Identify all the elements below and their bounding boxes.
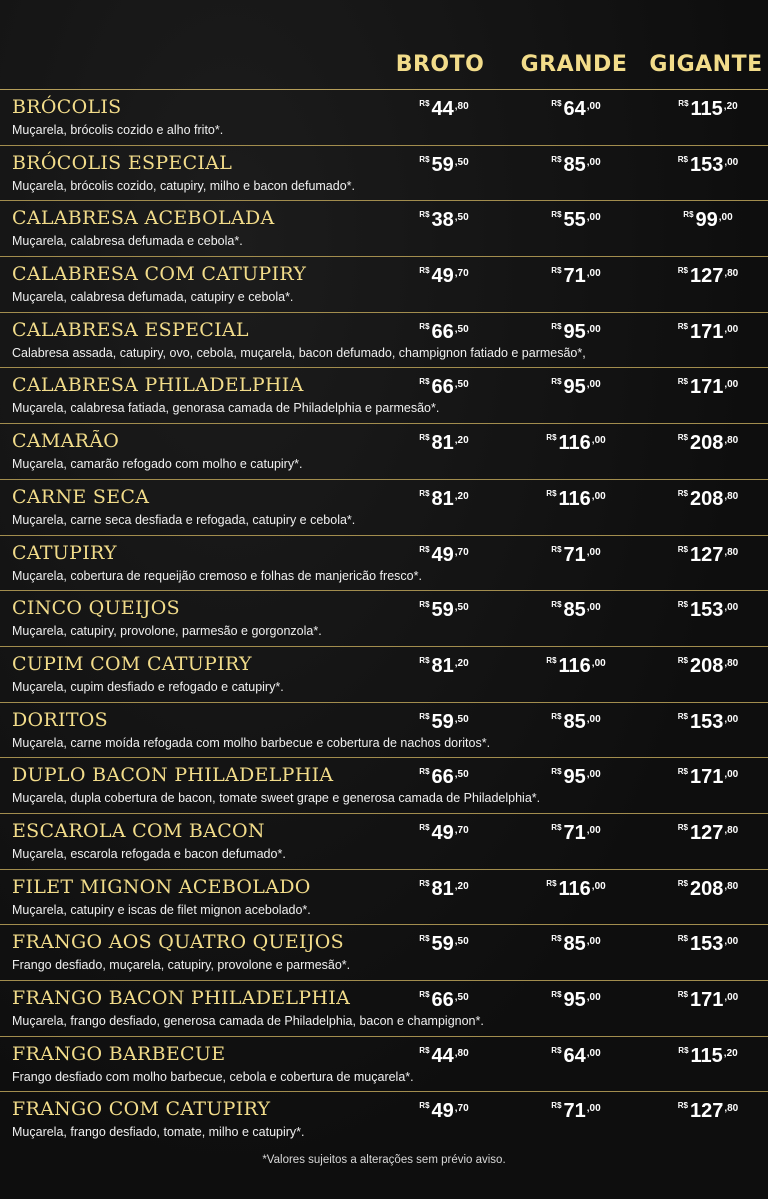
- price-broto: [384, 376, 504, 399]
- price-cents: ,20: [454, 880, 469, 892]
- currency-symbol: R$: [419, 655, 430, 665]
- currency-symbol: R$: [677, 655, 688, 665]
- price-cents: ,00: [586, 212, 601, 224]
- price-cents: ,00: [724, 992, 739, 1003]
- price-cents: ,00: [586, 156, 601, 168]
- currency-symbol: R$: [551, 1045, 562, 1055]
- currency-symbol: R$: [677, 767, 688, 777]
- price-cents: ,50: [454, 212, 469, 224]
- menu-item: [0, 256, 768, 312]
- price-grande: [516, 878, 636, 901]
- price-integer: 127: [689, 543, 724, 566]
- item-name: DORITOS: [12, 708, 108, 731]
- price-integer: 171: [689, 376, 724, 399]
- currency-symbol: R$: [551, 711, 562, 721]
- price-integer: 49: [431, 265, 454, 288]
- price-broto: [384, 209, 504, 232]
- price-integer: 55: [563, 209, 586, 232]
- price-integer: 81: [431, 654, 454, 677]
- price-integer: 115: [690, 1044, 723, 1067]
- price-broto: [384, 933, 504, 956]
- price-broto: [384, 711, 504, 734]
- price-integer: 127: [689, 1100, 724, 1123]
- item-description: Frango desfiado, muçarela, catupiry, provolone e parmesão*.: [12, 958, 351, 973]
- item-name: CAMARÃO: [12, 430, 120, 453]
- price-integer: 59: [431, 599, 454, 622]
- currency-symbol: R$: [677, 544, 688, 554]
- menu-item: [0, 535, 768, 591]
- price-cents: ,20: [454, 435, 469, 447]
- currency-symbol: R$: [419, 488, 430, 498]
- price-cents: ,00: [591, 490, 606, 502]
- price-broto: [384, 878, 504, 901]
- price-cents: ,00: [586, 268, 601, 280]
- currency-symbol: R$: [677, 934, 688, 944]
- price-cents: ,80: [724, 880, 739, 892]
- price-grande: [516, 766, 636, 789]
- price-broto: [384, 154, 504, 177]
- menu-item: [0, 702, 768, 758]
- price-integer: 208: [689, 877, 724, 900]
- price-integer: 116: [558, 487, 591, 510]
- item-name: CINCO QUEIJOS: [12, 597, 180, 620]
- price-broto: [384, 1045, 504, 1068]
- price-cents: ,70: [454, 546, 469, 558]
- price-cents: ,50: [454, 713, 469, 725]
- currency-symbol: R$: [546, 488, 557, 498]
- price-integer: 115: [690, 98, 723, 120]
- price-gigante: [648, 711, 768, 734]
- item-description: Muçarela, carne moída refogada com molho barbecue e cobertura de nachos doritos*.: [12, 735, 491, 750]
- item-name: CATUPIRY: [12, 541, 117, 564]
- price-grande: [516, 432, 636, 455]
- price-integer: 95: [563, 766, 586, 789]
- price-integer: 85: [563, 153, 586, 176]
- menu-item: [0, 590, 768, 646]
- price-gigante: [648, 655, 768, 678]
- price-grande: [516, 1045, 636, 1068]
- price-integer: 153: [689, 599, 724, 622]
- price-cents: ,00: [586, 936, 601, 948]
- currency-symbol: R$: [419, 544, 430, 554]
- price-cents: ,80: [724, 1103, 739, 1115]
- price-cents: ,00: [586, 1103, 601, 1115]
- item-description: Muçarela, calabresa defumada, catupiry e cebola*.: [12, 290, 294, 305]
- price-gigante: [648, 98, 768, 121]
- currency-symbol: R$: [551, 822, 562, 832]
- menu-item: [0, 89, 768, 145]
- price-integer: 116: [558, 877, 591, 900]
- price-broto: [384, 544, 504, 567]
- price-cents: ,50: [454, 769, 469, 781]
- menu-item: [0, 200, 768, 256]
- item-name: CALABRESA PHILADELPHIA: [12, 374, 304, 397]
- price-integer: 49: [431, 543, 454, 566]
- menu-item: [0, 367, 768, 423]
- price-integer: 71: [563, 1100, 586, 1123]
- price-gigante: [648, 878, 768, 901]
- price-cents: ,00: [724, 602, 739, 614]
- currency-symbol: R$: [419, 1045, 430, 1055]
- currency-symbol: R$: [677, 266, 688, 276]
- price-cents: ,20: [723, 101, 738, 112]
- item-description: Muçarela, frango desfiado, generosa camada de Philadelphia, bacon e champignon*.: [12, 1014, 484, 1028]
- price-cents: ,00: [586, 1047, 601, 1059]
- price-gigante: [648, 321, 768, 344]
- price-integer: 85: [563, 710, 586, 733]
- price-integer: 71: [563, 821, 586, 844]
- currency-symbol: R$: [419, 878, 430, 888]
- item-description: Muçarela, cobertura de requeijão cremoso e folhas de manjericão fresco*.: [12, 568, 422, 583]
- price-cents: ,00: [591, 435, 606, 447]
- currency-symbol: R$: [546, 655, 557, 665]
- currency-symbol: R$: [677, 488, 688, 498]
- price-cents: ,20: [454, 657, 469, 669]
- price-gigante: [648, 989, 768, 1012]
- price-integer: 85: [563, 599, 586, 622]
- price-gigante: [648, 933, 768, 956]
- price-grande: [516, 321, 636, 344]
- price-integer: 64: [563, 1044, 586, 1067]
- price-gigante: [648, 376, 768, 399]
- currency-symbol: R$: [683, 210, 694, 220]
- price-cents: ,80: [724, 490, 739, 502]
- price-cents: ,50: [454, 992, 469, 1003]
- currency-symbol: R$: [551, 210, 562, 220]
- price-integer: 59: [431, 710, 454, 733]
- price-integer: 127: [689, 821, 724, 844]
- price-grande: [516, 599, 636, 622]
- price-integer: 49: [431, 1100, 454, 1123]
- menu-item: [0, 479, 768, 535]
- price-cents: ,00: [724, 379, 739, 391]
- price-integer: 95: [563, 320, 586, 343]
- item-description: Muçarela, calabresa defumada e cebola*.: [12, 234, 243, 249]
- price-cents: ,00: [724, 936, 739, 948]
- item-name: CALABRESA COM CATUPIRY: [12, 263, 307, 286]
- price-broto: [384, 655, 504, 678]
- currency-symbol: R$: [678, 1045, 689, 1055]
- currency-symbol: R$: [551, 377, 562, 387]
- price-integer: 127: [689, 265, 724, 288]
- price-grande: [516, 154, 636, 177]
- currency-symbol: R$: [551, 321, 562, 331]
- item-name: CARNE SECA: [12, 485, 150, 508]
- currency-symbol: R$: [419, 433, 430, 443]
- price-gigante: [648, 209, 768, 232]
- price-broto: [384, 432, 504, 455]
- price-grande: [516, 822, 636, 845]
- price-gigante: [648, 544, 768, 567]
- menu-item: [0, 1091, 768, 1147]
- price-integer: 153: [689, 710, 724, 733]
- currency-symbol: R$: [677, 154, 688, 164]
- currency-symbol: R$: [419, 266, 430, 276]
- currency-symbol: R$: [419, 210, 430, 220]
- currency-symbol: R$: [551, 544, 562, 554]
- currency-symbol: R$: [419, 1101, 430, 1111]
- price-integer: 81: [431, 877, 454, 900]
- price-gigante: [648, 766, 768, 789]
- price-cents: ,80: [724, 824, 739, 836]
- currency-symbol: R$: [419, 99, 430, 108]
- price-broto: [384, 766, 504, 789]
- price-cents: ,00: [591, 657, 606, 669]
- item-name: FRANGO COM CATUPIRY: [12, 1098, 271, 1121]
- currency-symbol: R$: [677, 711, 688, 721]
- price-gigante: [648, 1045, 768, 1068]
- item-description: Muçarela, catupiry e iscas de filet mignon acebolado*.: [12, 902, 311, 917]
- price-broto: [384, 321, 504, 344]
- item-description: Muçarela, frango desfiado, tomate, milho e catupiry*.: [12, 1125, 305, 1140]
- currency-symbol: R$: [551, 1101, 562, 1111]
- price-integer: 95: [563, 989, 586, 1011]
- item-name: FRANGO BARBECUE: [12, 1042, 226, 1065]
- price-integer: 171: [689, 320, 724, 343]
- price-gigante: [648, 265, 768, 288]
- currency-symbol: R$: [546, 433, 557, 443]
- price-cents: ,20: [723, 1047, 738, 1059]
- price-broto: [384, 1100, 504, 1123]
- item-name: FILET MIGNON ACEBOLADO: [12, 875, 311, 898]
- menu-item: [0, 312, 768, 368]
- currency-symbol: R$: [678, 99, 689, 108]
- footer-note: *Valores sujeitos a alterações sem prévio aviso.: [262, 1154, 506, 1166]
- price-cents: ,20: [454, 490, 469, 502]
- price-integer: 81: [431, 432, 454, 455]
- price-integer: 71: [563, 543, 586, 566]
- currency-symbol: R$: [419, 934, 430, 944]
- currency-symbol: R$: [419, 377, 430, 387]
- currency-symbol: R$: [419, 990, 430, 999]
- menu-item: [0, 980, 768, 1036]
- price-cents: ,50: [454, 379, 469, 391]
- price-cents: ,00: [591, 880, 606, 892]
- price-broto: [384, 599, 504, 622]
- price-cents: ,00: [586, 379, 601, 391]
- price-cents: ,00: [724, 323, 739, 335]
- price-integer: 44: [431, 98, 454, 120]
- price-grande: [516, 544, 636, 567]
- currency-symbol: R$: [551, 600, 562, 610]
- price-cents: ,00: [724, 769, 739, 781]
- item-name: BRÓCOLIS ESPECIAL: [12, 151, 233, 174]
- price-cents: ,50: [454, 323, 469, 335]
- price-integer: 116: [558, 654, 591, 677]
- price-grande: [516, 265, 636, 288]
- item-description: Muçarela, dupla cobertura de bacon, tomate sweet grape e generosa camada de Philadelphia*.: [12, 791, 541, 806]
- price-cents: ,80: [454, 101, 469, 112]
- price-integer: 99: [695, 209, 718, 232]
- price-gigante: [648, 822, 768, 845]
- menu-item: [0, 869, 768, 925]
- currency-symbol: R$: [419, 154, 430, 164]
- currency-symbol: R$: [419, 321, 430, 331]
- price-integer: 44: [431, 1044, 454, 1067]
- price-cents: ,80: [454, 1047, 469, 1059]
- currency-symbol: R$: [677, 822, 688, 832]
- price-integer: 85: [563, 933, 586, 956]
- price-cents: ,50: [454, 156, 469, 168]
- price-gigante: [648, 488, 768, 511]
- price-gigante: [648, 1100, 768, 1123]
- price-cents: ,00: [586, 546, 601, 558]
- price-integer: 153: [689, 933, 724, 956]
- price-grande: [516, 989, 636, 1012]
- price-cents: ,00: [586, 824, 601, 836]
- price-integer: 81: [431, 487, 454, 510]
- currency-symbol: R$: [677, 377, 688, 387]
- currency-symbol: R$: [551, 934, 562, 944]
- price-broto: [384, 265, 504, 288]
- price-broto: [384, 822, 504, 845]
- menu-item: [0, 145, 768, 201]
- menu-item: [0, 757, 768, 813]
- price-integer: 66: [431, 989, 454, 1011]
- menu-item: [0, 813, 768, 869]
- price-cents: ,70: [454, 824, 469, 836]
- item-name: FRANGO AOS QUATRO QUEIJOS: [12, 931, 344, 954]
- price-integer: 171: [689, 766, 724, 789]
- item-description: Muçarela, escarola refogada e bacon defumado*.: [12, 846, 286, 861]
- menu-item: [0, 924, 768, 980]
- price-cents: ,70: [454, 1103, 469, 1115]
- price-integer: 59: [431, 153, 454, 176]
- currency-symbol: R$: [419, 600, 430, 610]
- column-broto: BROTO: [395, 52, 485, 77]
- price-integer: 66: [431, 320, 454, 343]
- price-cents: ,50: [454, 936, 469, 948]
- column-grande: GRANDE: [520, 52, 628, 77]
- price-gigante: [648, 432, 768, 455]
- price-integer: 208: [689, 654, 724, 677]
- price-broto: [384, 989, 504, 1012]
- currency-symbol: R$: [419, 822, 430, 832]
- price-grande: [516, 209, 636, 232]
- currency-symbol: R$: [419, 711, 430, 721]
- price-integer: 66: [431, 376, 454, 399]
- price-cents: ,00: [586, 101, 601, 112]
- price-broto: [384, 98, 504, 121]
- item-description: Muçarela, catupiry, provolone, parmesão e gorgonzola*.: [12, 624, 322, 639]
- price-integer: 38: [431, 209, 454, 232]
- currency-symbol: R$: [551, 266, 562, 276]
- item-name: BRÓCOLIS: [12, 96, 122, 118]
- price-grande: [516, 655, 636, 678]
- price-integer: 116: [558, 432, 591, 455]
- price-cents: ,00: [586, 992, 601, 1003]
- currency-symbol: R$: [677, 600, 688, 610]
- item-description: Muçarela, carne seca desfiada e refogada, catupiry e cebola*.: [12, 512, 356, 527]
- price-cents: ,00: [586, 713, 601, 725]
- price-integer: 153: [689, 153, 724, 176]
- item-name: CALABRESA ESPECIAL: [12, 318, 249, 341]
- menu-item: [0, 646, 768, 702]
- currency-symbol: R$: [551, 99, 562, 108]
- menu-item: [0, 423, 768, 479]
- column-header: [0, 52, 768, 86]
- currency-symbol: R$: [677, 878, 688, 888]
- item-name: ESCAROLA COM BACON: [12, 819, 265, 842]
- price-grande: [516, 933, 636, 956]
- currency-symbol: R$: [677, 990, 688, 999]
- price-integer: 59: [431, 933, 454, 956]
- price-grande: [516, 376, 636, 399]
- price-integer: 208: [689, 432, 724, 455]
- price-cents: ,70: [454, 268, 469, 280]
- item-description: Muçarela, brócolis cozido e alho frito*.: [12, 123, 224, 137]
- price-cents: ,00: [586, 602, 601, 614]
- price-integer: 71: [563, 265, 586, 288]
- currency-symbol: R$: [551, 990, 562, 999]
- price-grande: [516, 711, 636, 734]
- price-grande: [516, 98, 636, 121]
- currency-symbol: R$: [551, 154, 562, 164]
- item-description: Muçarela, brócolis cozido, catupiry, milho e bacon defumado*.: [12, 178, 355, 193]
- price-cents: ,80: [724, 435, 739, 447]
- price-cents: ,80: [724, 657, 739, 669]
- price-cents: ,00: [718, 212, 733, 224]
- price-broto: [384, 488, 504, 511]
- price-cents: ,50: [454, 602, 469, 614]
- price-cents: ,00: [724, 713, 739, 725]
- menu-list: [0, 89, 768, 1147]
- price-integer: 208: [689, 487, 724, 510]
- item-description: Calabresa assada, catupiry, ovo, cebola, muçarela, bacon defumado, champignon fatiado e parmesão*,: [12, 345, 586, 360]
- currency-symbol: R$: [677, 321, 688, 331]
- item-name: CUPIM COM CATUPIRY: [12, 652, 252, 675]
- item-description: Frango desfiado com molho barbecue, cebola e cobertura de muçarela*.: [12, 1069, 414, 1084]
- currency-symbol: R$: [677, 1101, 688, 1111]
- price-cents: ,00: [586, 323, 601, 335]
- price-grande: [516, 488, 636, 511]
- price-integer: 171: [689, 989, 724, 1011]
- price-cents: ,80: [724, 546, 739, 558]
- price-integer: 66: [431, 766, 454, 789]
- price-gigante: [648, 154, 768, 177]
- menu-item: [0, 1036, 768, 1092]
- price-integer: 95: [563, 376, 586, 399]
- item-description: Muçarela, cupim desfiado e refogado e catupiry*.: [12, 679, 284, 694]
- currency-symbol: R$: [419, 767, 430, 777]
- price-gigante: [648, 599, 768, 622]
- item-name: CALABRESA ACEBOLADA: [12, 207, 275, 230]
- price-cents: ,00: [724, 156, 739, 168]
- currency-symbol: R$: [551, 767, 562, 777]
- item-name: FRANGO BACON PHILADELPHIA: [12, 987, 351, 1009]
- price-cents: ,00: [586, 769, 601, 781]
- item-name: DUPLO BACON PHILADELPHIA: [12, 764, 334, 787]
- item-description: Muçarela, calabresa fatiada, genorasa camada de Philadelphia e parmesão*.: [12, 401, 440, 416]
- column-gigante: GIGANTE: [649, 52, 763, 77]
- currency-symbol: R$: [546, 878, 557, 888]
- price-integer: 64: [563, 98, 586, 120]
- currency-symbol: R$: [677, 433, 688, 443]
- price-cents: ,80: [724, 268, 739, 280]
- item-description: Muçarela, camarão refogado com molho e catupiry*.: [12, 457, 303, 472]
- price-integer: 49: [431, 821, 454, 844]
- price-grande: [516, 1100, 636, 1123]
